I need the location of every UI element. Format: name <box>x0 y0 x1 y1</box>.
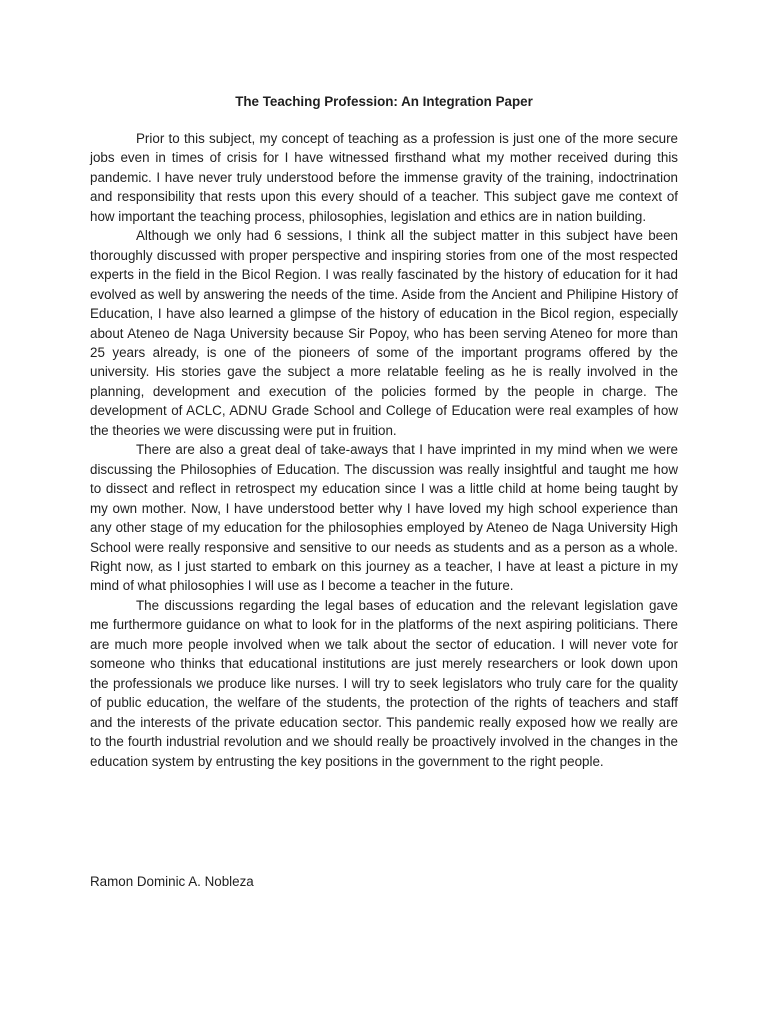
body-paragraph: Prior to this subject, my concept of teaching as a profession is just one of the more secure jobs even in times of crisis for I have witnessed firsthand what my mother received during this pandemic. I have never truly understood before the immense gravity of the training, indoctrination and responsibility that rests upon this every should of a teacher. This subject gave me context of how important the teaching process, philosophies, legislation and ethics are in nation building. <box>90 131 678 224</box>
body-paragraph: The discussions regarding the legal bases of education and the relevant legislation gave me furthermore guidance on what to look for in the platforms of the next aspiring politicians. There are much more people involved when we talk about the sector of education. I will never vote for someone who thinks that educational institutions are just merely researchers or look down upon the professionals we produce like nurses. I will try to seek legislators who truly care for the quality of public education, the welfare of the students, the protection of the rights of teachers and staff and the interests of the private education sector. This pandemic really exposed how we really are to the fourth industrial revolution and we should really be proactively involved in the changes in the education system by entrusting the key positions in the government to the right people. <box>90 597 678 769</box>
author-name: Ramon Dominic A. Nobleza <box>90 874 254 889</box>
body-paragraph: Although we only had 6 sessions, I think all the subject matter in this subject have been thoroughly discussed with proper perspective and inspiring stories from one of the most respected experts in the field in the Bicol Region. I was really fascinated by the history of education for it had evolved as well by answering the needs of the time. Aside from the Ancient and Philipine History of Education, I have also learned a glimpse of the history of education in the Bicol region, especially about Ateneo de Naga University because Sir Popoy, who has been serving Ateneo for more than 25 years already, is one of the pioneers of some of the important programs offered by the university. His stories gave the subject a more relatable feeling as he is really involved in the planning, development and execution of the policies formed by the people in charge. The development of ACLC, ADNU Grade School and College of Education were real examples of how the theories we were discussing were put in fruition. <box>90 228 678 438</box>
document-body <box>90 129 678 771</box>
body-paragraph: There are also a great deal of take-aways that I have imprinted in my mind when we were discussing the Philosophies of Education. The discussion was really insightful and taught me how to dissect and reflect in retrospect my education since I was a little child at home being taught by my own mother. Now, I have understood better why I have loved my high school experience than any other stage of my education for the philosophies employed by Ateneo de Naga University High School were really responsive and sensitive to our needs as students and as a person as a whole. Right now, as I just started to embark on this journey as a teacher, I have at least a picture in my mind of what philosophies I will use as I become a teacher in the future. <box>90 442 678 594</box>
document-title: The Teaching Profession: An Integration Paper <box>235 94 533 109</box>
